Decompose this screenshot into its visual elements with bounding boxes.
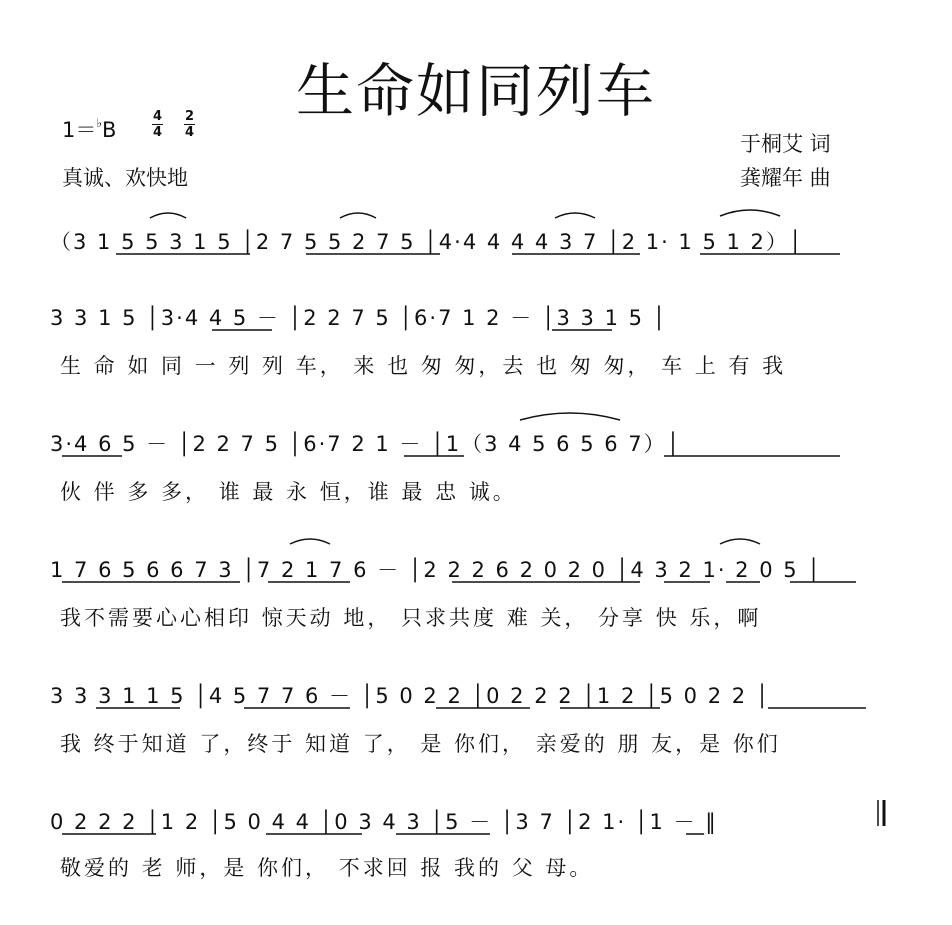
time-sig-denominator: 4	[184, 125, 195, 140]
lyrics-line-5: 敬爱的 老 师，是 你们， 不求回 报 我的 父 母。	[60, 856, 594, 880]
notation-line-1: 3 3 1 5 │3·4 4 5 － │2 2 7 5 │6·7 1 2 － │3 3 1 5 │	[50, 306, 668, 330]
notation-line-4: 3 3 3 1 1 5 │4 5 7 7 6 － │5 0 2 2 │0 2 2 2 │1 2 │5 0 2 2 │	[50, 684, 771, 708]
composer-credit: 龚耀年 曲	[740, 166, 831, 190]
key-prefix: 1＝	[62, 118, 97, 142]
lyricist-credit: 于桐艾 词	[740, 132, 831, 156]
tempo-marking: 真诚、欢快地	[62, 166, 188, 190]
lyrics-line-3: 我不需要心心相印 惊天动 地， 只求共度 难 关， 分享 快 乐，啊	[60, 606, 762, 630]
notation-line-2: 3·4 6 5 － │2 2 7 5 │6·7 2 1 － │1（3 4 5 6 5 6 7）│	[50, 432, 682, 456]
lyrics-line-2: 伙 伴 多 多， 谁 最 永 恒，谁 最 忠 诚。	[60, 480, 517, 504]
time-sig-denominator: 4	[152, 125, 163, 140]
notation-line-3: 1 7 6 5 6 6 7 3 │7 2 1 7 6 － │2 2 2 6 2 0 2 0 │4 3 2 1· 2 0 5 │	[50, 558, 822, 582]
time-sig-numerator: 2	[184, 109, 195, 124]
time-sig-numerator: 4	[152, 109, 163, 124]
notation-line-intro: （3 1 5 5 3 1 5 │2 7 5 5 2 7 5 │4·4 4 4 4 3 7 │2 1· 1 5 1 2）│	[50, 230, 804, 254]
notation-line-5: 0 2 2 2 │1 2 │5 0 4 4 │0 3 4 3 │5 － │3 7 │2 1· │1 － ‖	[50, 810, 718, 834]
song-title: 生命如同列车	[295, 57, 656, 125]
key-note: B	[102, 118, 117, 142]
lyrics-line-4: 我 终于知道 了，终于 知道 了， 是 你们， 亲爱的 朋 友，是 你们	[60, 732, 781, 756]
flat-sign: ♭	[96, 116, 103, 130]
lyrics-line-1: 生 命 如 同 一 列 列 车， 来 也 匆 匆，去 也 匆 匆， 车 上 有 我	[60, 354, 787, 378]
